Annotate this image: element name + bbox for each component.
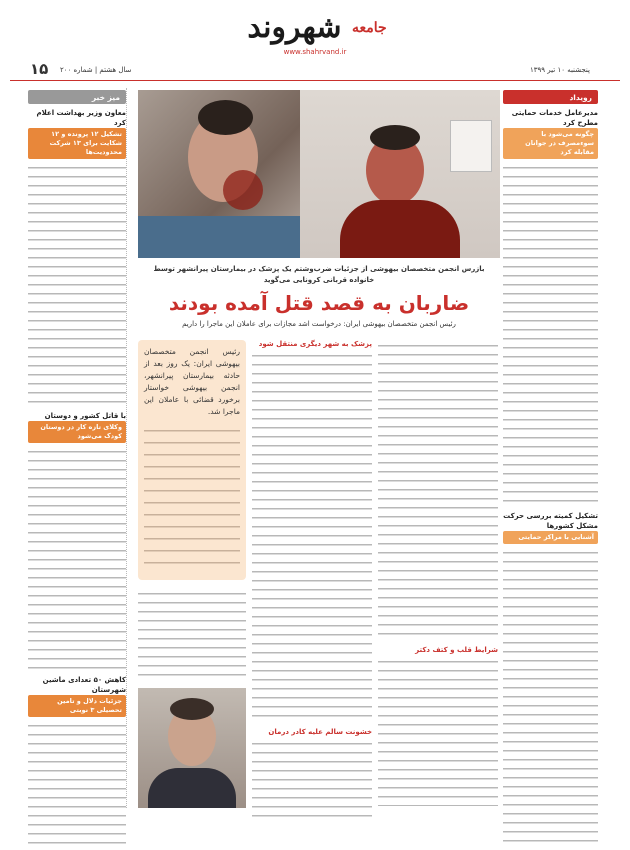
section-label-news-desk: میز خبر — [28, 90, 126, 104]
news-item-title: کاهش ۵۰ تعدادی ماشین شهرستان — [42, 676, 126, 694]
headline-lead: رئیس انجمن متخصصان بیهوشی ایران: درخواست اشد مجازات برای عاملان این ماجرا را داریم — [182, 320, 456, 328]
news-item-body — [503, 162, 598, 507]
photo-caption: بازرس انجمن متخصصان بیهوشی از جزئیات ضرب‌وشتم یک پزشک در بیمارستان پیرانشهر توسط خانواده قربانی کرونایی می‌گوید — [153, 265, 485, 284]
blood-stain — [223, 170, 263, 210]
news-item-highlight: تشکیل ۱۲ پرونده و ۱۲ شکایت برای ۱۳ شرکت محدودیت‌ها — [28, 128, 126, 159]
news-item-title: مدیرعامل خدمات حمایتی مطرح کرد — [511, 109, 598, 127]
suit-shape — [148, 768, 236, 808]
news-item-highlight: چگونه می‌شود با سوءمصرف در جوانان مقابله کرد — [503, 128, 598, 159]
newspaper-logo[interactable] — [242, 8, 392, 48]
news-item-body — [503, 547, 598, 847]
news-item-body — [28, 720, 126, 850]
article-column-3 — [138, 588, 246, 683]
news-item-highlight: آشنایی با مراکز حمایتی — [503, 531, 598, 544]
shirt-shape — [138, 216, 300, 258]
news-item-title: تشکیل کمیته بررسی حرکت مشکل کشورها — [503, 512, 598, 530]
sidebox-body — [144, 424, 240, 564]
issue-date: پنجشنبه ۱۰ تیر ۱۳۹۹ — [530, 66, 590, 74]
official-portrait-photo — [138, 688, 246, 808]
article-body-text — [378, 656, 498, 806]
article-subhead: خشونت سالم علیه کادر درمان — [268, 728, 372, 736]
article-subhead: پزشک به شهر دیگری منتقل شود — [258, 340, 372, 348]
article-subhead: شرایط قلب و کتف دکتر — [415, 646, 498, 654]
news-item-title: معاون وزیر بهداشت اعلام کرد — [36, 109, 126, 127]
injured-doctor-main-photo — [300, 90, 500, 258]
article-body-text — [378, 340, 498, 640]
article-body-text — [138, 588, 246, 683]
issue-number: سال هشتم | شماره ۲۰۰ — [60, 66, 132, 74]
header-divider — [10, 80, 620, 81]
hair-shape — [370, 125, 420, 150]
news-item-body — [28, 446, 126, 671]
hair-shape — [198, 100, 253, 135]
injured-doctor-side-photo — [138, 90, 300, 258]
left-news-column — [28, 88, 127, 808]
page-header — [0, 0, 630, 88]
news-item-highlight: وکلای تازه کار در دوستان کودک می‌شود — [28, 421, 126, 443]
right-news-column — [503, 88, 598, 808]
news-item-body — [28, 162, 126, 407]
article-column-2 — [378, 340, 498, 806]
article-body-text — [252, 350, 372, 722]
quote-sidebox — [138, 340, 246, 580]
article-body-text — [252, 738, 372, 818]
logo-section-label: جامعه — [351, 20, 387, 36]
site-url[interactable]: www.shahrvand.ir — [283, 48, 347, 56]
main-headline: ضاربان به قصد قتل آمده بودند — [168, 291, 470, 315]
sidebox-text: رئیس انجمن متخصصان بیهوشی ایران: یک روز بعد از حادثه بیمارستان پیرانشهر، انجمن بیهوشی خواستار برخورد قضائی با عاملان این ماجرا شد. — [144, 347, 240, 416]
bloody-shirt — [340, 200, 460, 258]
page-number: ۱۵ — [30, 60, 49, 78]
article-column-1 — [252, 340, 372, 818]
news-item-highlight: جزئیات دلال و تامین تحصیلی ۳ نوبتی — [28, 695, 126, 717]
news-item-title: با قاتل کشور و دوستان — [44, 412, 126, 420]
monitor-shape — [450, 120, 492, 172]
logo-text: شهروند — [247, 10, 342, 45]
section-label-event: رویداد — [503, 90, 598, 104]
hair-shape — [170, 698, 214, 720]
